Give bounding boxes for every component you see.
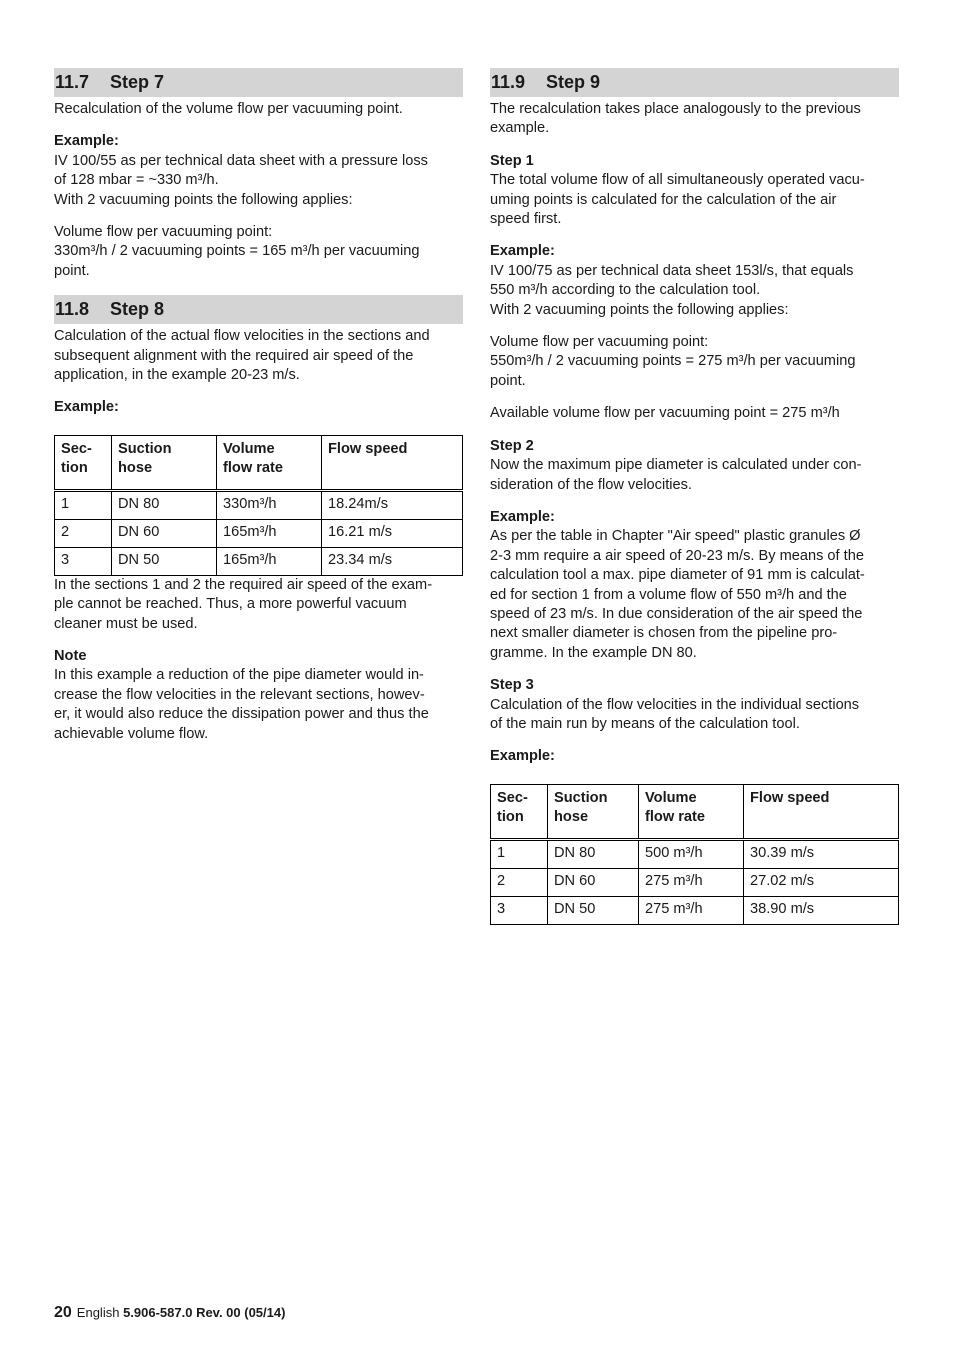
section-title: Step 7 <box>110 72 165 92</box>
table-cell: DN 60 <box>112 519 217 547</box>
left-column <box>54 68 463 744</box>
section-title: Step 9 <box>546 72 601 92</box>
page-footer <box>54 1304 285 1322</box>
header-cell: Volume flow rate <box>639 784 744 839</box>
table-row <box>55 519 463 547</box>
table-cell: 3 <box>491 896 548 924</box>
text-line: With 2 vacuuming points the following applies: <box>54 191 353 208</box>
section-number: 11.9 <box>491 72 526 92</box>
text-line: In this example a reduction of the pipe diameter would in- <box>54 667 424 684</box>
footer-language: English <box>76 1305 120 1320</box>
text-line: The total volume flow of all simultaneously operated vacu- <box>490 172 865 189</box>
text-line: of 128 mbar = ~330 m³/h. <box>54 172 219 189</box>
step-label: Step 1 <box>490 152 534 169</box>
step-label: Step 3 <box>490 677 534 694</box>
table-cell: 1 <box>55 490 112 519</box>
table-row <box>491 868 899 896</box>
table-cell: 275 m³/h <box>639 896 744 924</box>
table-cell: 275 m³/h <box>639 868 744 896</box>
header-cell: Flow speed <box>744 784 899 839</box>
paragraph: Recalculation of the volume flow per vacuuming point. <box>54 101 403 117</box>
text-line: application, in the example 20-23 m/s. <box>54 367 300 384</box>
text-line: Calculation of the flow velocities in the individual sections <box>490 696 860 713</box>
flow-table-step-9 <box>490 784 899 925</box>
table-cell: 1 <box>491 839 548 868</box>
table-cell: 330m³/h <box>217 490 322 519</box>
table-cell: 27.02 m/s <box>744 868 899 896</box>
text-line: 550m³/h / 2 vacuuming points = 275 m³/h per vacuuming <box>490 353 856 370</box>
text-line: point. <box>490 372 526 389</box>
table-cell: 16.21 m/s <box>322 519 463 547</box>
text-line: example. <box>490 120 550 137</box>
table-cell: 500 m³/h <box>639 839 744 868</box>
table-cell: DN 80 <box>112 490 217 519</box>
text-line: As per the table in Chapter "Air speed" plastic granules Ø <box>490 528 861 545</box>
table-cell: 165m³/h <box>217 519 322 547</box>
text-line: Available volume flow per vacuuming point = 275 m³/h <box>490 405 840 422</box>
table-row <box>55 490 463 519</box>
text-line: crease the flow velocities in the relevant sections, howev- <box>54 686 425 703</box>
text-line: speed of 23 m/s. In due consideration of the air speed the <box>490 605 863 622</box>
text-line: cleaner must be used. <box>54 615 198 632</box>
table-cell: 165m³/h <box>217 547 322 575</box>
table-cell: 38.90 m/s <box>744 896 899 924</box>
text-line: sideration of the flow velocities. <box>490 476 692 493</box>
step-label: Step 2 <box>490 437 534 454</box>
text-line: With 2 vacuuming points the following applies: <box>490 301 789 318</box>
right-column <box>490 68 899 925</box>
section-heading-11-8 <box>54 295 463 324</box>
text-line: 550 m³/h according to the calculation tool. <box>490 282 761 299</box>
section-number: 11.7 <box>55 72 90 92</box>
table-header-row <box>491 784 899 839</box>
table-cell: 2 <box>55 519 112 547</box>
text-line: In the sections 1 and 2 the required air speed of the exam- <box>54 576 433 593</box>
table-cell: DN 80 <box>548 839 639 868</box>
table-row <box>55 547 463 575</box>
example-label: Example: <box>54 399 119 416</box>
section-heading-11-9 <box>490 68 899 97</box>
text-line: Volume flow per vacuuming point: <box>54 224 273 241</box>
table-cell: DN 50 <box>112 547 217 575</box>
table-cell: 3 <box>55 547 112 575</box>
table-cell: 30.39 m/s <box>744 839 899 868</box>
text-line: 2-3 mm require a air speed of 20-23 m/s. By means of the <box>490 547 864 564</box>
text-line: speed first. <box>490 211 562 228</box>
text-line: The recalculation takes place analogously to the previous <box>490 101 861 117</box>
section-title: Step 8 <box>110 299 165 320</box>
header-cell: Suction hose <box>548 784 639 839</box>
text-line: subsequent alignment with the required air speed of the <box>54 347 414 364</box>
text-line: 330m³/h / 2 vacuuming points = 165 m³/h per vacuuming <box>54 243 420 260</box>
table-cell: 18.24m/s <box>322 490 463 519</box>
header-cell: Sec- tion <box>491 784 548 839</box>
text-line: achievable volume flow. <box>54 725 209 742</box>
table-cell: DN 50 <box>548 896 639 924</box>
text-line: ed for section 1 from a volume flow of 550 m³/h and the <box>490 586 847 603</box>
header-cell: Sec- tion <box>55 435 112 490</box>
text-line: er, it would also reduce the dissipation power and thus the <box>54 706 429 723</box>
header-cell: Flow speed <box>322 435 463 490</box>
text-line: of the main run by means of the calculation tool. <box>490 715 800 732</box>
section-heading-11-7 <box>54 68 463 97</box>
text-line: point. <box>54 262 90 279</box>
text-line: IV 100/55 as per technical data sheet with a pressure loss <box>54 152 428 169</box>
table-cell: 2 <box>491 868 548 896</box>
note-label: Note <box>54 647 87 664</box>
header-cell: Volume flow rate <box>217 435 322 490</box>
table-header-row <box>55 435 463 490</box>
text-line: uming points is calculated for the calculation of the air <box>490 191 837 208</box>
text-line: next smaller diameter is chosen from the pipeline pro- <box>490 625 838 642</box>
example-label: Example: <box>54 133 119 150</box>
section-number: 11.8 <box>55 299 90 320</box>
text-line: Calculation of the actual flow velocities in the sections and <box>54 328 430 345</box>
header-cell: Suction hose <box>112 435 217 490</box>
table-row <box>491 896 899 924</box>
text-line: IV 100/75 as per technical data sheet 153l/s, that equals <box>490 262 854 279</box>
table-row <box>491 839 899 868</box>
flow-table-step-8 <box>54 435 463 576</box>
document-reference: 5.906-587.0 Rev. 00 (05/14) <box>123 1305 286 1320</box>
text-line: calculation tool a max. pipe diameter of 91 mm is calculat- <box>490 567 865 584</box>
text-line: ple cannot be reached. Thus, a more powerful vacuum <box>54 596 407 613</box>
page-number: 20 <box>54 1304 72 1321</box>
example-label: Example: <box>490 508 555 525</box>
text-line: gramme. In the example DN 80. <box>490 644 697 661</box>
text-line: Now the maximum pipe diameter is calculated under con- <box>490 457 862 474</box>
example-label: Example: <box>490 243 555 260</box>
table-cell: DN 60 <box>548 868 639 896</box>
table-cell: 23.34 m/s <box>322 547 463 575</box>
example-label: Example: <box>490 748 555 765</box>
text-line: Volume flow per vacuuming point: <box>490 334 709 351</box>
